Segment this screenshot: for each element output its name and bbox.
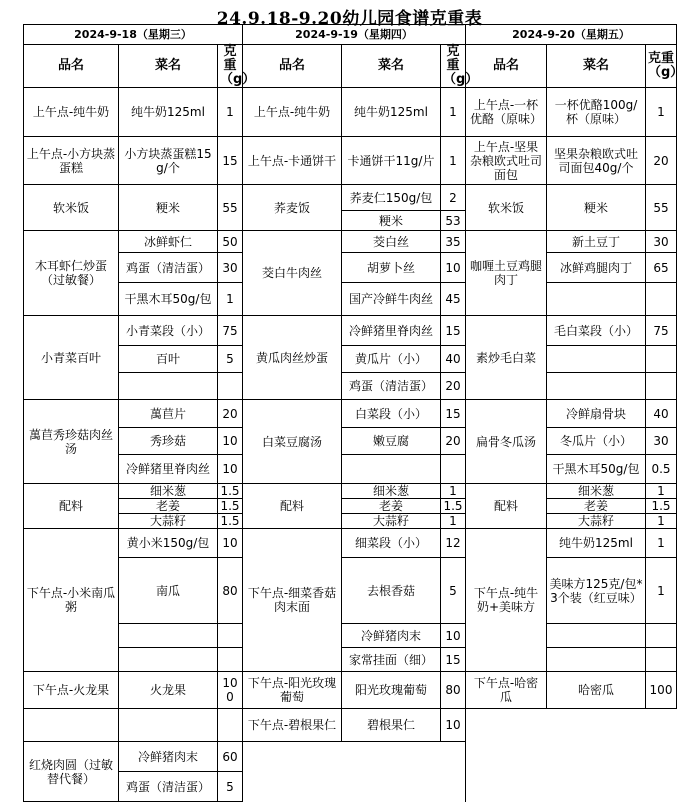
dish-weight: 60 xyxy=(218,742,243,772)
dish-weight: 1 xyxy=(646,88,677,137)
dish-item xyxy=(547,648,646,672)
dish-item: 茭白丝 xyxy=(342,231,441,253)
dish-item: 秀珍菇 xyxy=(119,428,218,455)
dish-item: 毛白菜段（小） xyxy=(547,316,646,346)
product-name: 软米饭 xyxy=(466,185,547,231)
dish-weight: 12 xyxy=(441,529,466,558)
dish-item: 纯牛奶125ml xyxy=(547,529,646,558)
dish-weight: 1.5 xyxy=(646,499,677,514)
dish-weight: 75 xyxy=(218,316,243,346)
dish-item: 干黑木耳50g/包 xyxy=(119,283,218,316)
product-name: 下午点-阳光玫瑰葡萄 xyxy=(243,672,342,709)
dish-item: 荞麦仁150g/包 xyxy=(342,185,441,211)
product-name: 配料 xyxy=(24,484,119,529)
col-header-dish: 菜名 xyxy=(119,45,218,88)
product-name: 配料 xyxy=(243,484,342,529)
dish-weight: 30 xyxy=(646,428,677,455)
dish-item xyxy=(119,373,218,400)
col-header-product: 品名 xyxy=(24,45,119,88)
dish-weight: 10 xyxy=(441,624,466,648)
dish-weight: 20 xyxy=(441,428,466,455)
col-header-weight: 克重（g） xyxy=(441,45,466,88)
dish-weight: 30 xyxy=(646,231,677,253)
dish-weight: 1 xyxy=(646,514,677,529)
dish-item xyxy=(119,648,218,672)
product-name: 上午点-纯牛奶 xyxy=(24,88,119,137)
dish-weight: 5 xyxy=(218,772,243,802)
dish-weight: 45 xyxy=(441,283,466,316)
dish-item xyxy=(547,283,646,316)
dish-item: 鸡蛋（清洁蛋） xyxy=(119,253,218,283)
dish-item: 老姜 xyxy=(119,499,218,514)
dish-item: 冰鲜虾仁 xyxy=(119,231,218,253)
product-name: 扁骨冬瓜汤 xyxy=(466,400,547,484)
dish-item: 大蒜籽 xyxy=(547,514,646,529)
dish-weight: 1 xyxy=(441,484,466,499)
dish-weight: 55 xyxy=(646,185,677,231)
dish-weight: 15 xyxy=(218,137,243,185)
dish-weight: 15 xyxy=(441,400,466,428)
dish-weight: 1 xyxy=(646,529,677,558)
dish-weight: 35 xyxy=(441,231,466,253)
dish-item: 粳米 xyxy=(547,185,646,231)
dish-item: 细菜段（小） xyxy=(342,529,441,558)
dish-item: 白菜段（小） xyxy=(342,400,441,428)
product-name: 下午点-纯牛奶+美味方 xyxy=(466,529,547,672)
col-header-product: 品名 xyxy=(466,45,547,88)
dish-weight: 20 xyxy=(646,137,677,185)
dish-item: 去根香菇 xyxy=(342,558,441,624)
col-header-weight: 克重（g） xyxy=(218,45,243,88)
product-name: 荞麦饭 xyxy=(243,185,342,231)
dish-weight: 5 xyxy=(441,558,466,624)
dish-item: 细米葱 xyxy=(119,484,218,499)
empty-area xyxy=(243,742,466,802)
product-name: 上午点-一杯优酪（原味） xyxy=(466,88,547,137)
dish-weight: 20 xyxy=(441,373,466,400)
product-name: 下午点-小米南瓜粥 xyxy=(24,529,119,672)
dish-weight xyxy=(646,346,677,373)
dish-item: 冷鲜猪里脊肉丝 xyxy=(342,316,441,346)
dish-weight xyxy=(646,648,677,672)
dish-weight: 0.5 xyxy=(646,455,677,484)
dish-weight: 15 xyxy=(441,316,466,346)
empty-area xyxy=(466,709,677,802)
product-name: 下午点-碧根果仁 xyxy=(243,709,342,742)
dish-item: 干黑木耳50g/包 xyxy=(547,455,646,484)
dish-item: 大蒜籽 xyxy=(342,514,441,529)
dish-weight: 10 xyxy=(218,428,243,455)
dish-item: 冷鲜猪肉末 xyxy=(119,742,218,772)
dish-weight: 53 xyxy=(441,211,466,231)
dish-item xyxy=(119,709,218,742)
dish-weight: 20 xyxy=(218,400,243,428)
dish-weight: 1.5 xyxy=(441,499,466,514)
dish-item: 国产冷鲜牛肉丝 xyxy=(342,283,441,316)
dish-weight xyxy=(646,283,677,316)
dish-weight: 2 xyxy=(441,185,466,211)
dish-item: 百叶 xyxy=(119,346,218,373)
dish-item xyxy=(342,455,441,484)
dish-item: 卡通饼干11g/片 xyxy=(342,137,441,185)
product-name: 素炒毛白菜 xyxy=(466,316,547,400)
product-name: 黄瓜肉丝炒蛋 xyxy=(243,316,342,400)
dish-weight: 1 xyxy=(218,88,243,137)
dish-item: 粳米 xyxy=(119,185,218,231)
dish-item: 老姜 xyxy=(547,499,646,514)
dish-item: 细米葱 xyxy=(547,484,646,499)
dish-item xyxy=(547,624,646,648)
dish-weight: 10 xyxy=(218,455,243,484)
dish-weight xyxy=(218,373,243,400)
dish-item: 小青菜段（小） xyxy=(119,316,218,346)
dish-item: 嫩豆腐 xyxy=(342,428,441,455)
dish-weight: 30 xyxy=(218,253,243,283)
dish-item: 细米葱 xyxy=(342,484,441,499)
dish-item xyxy=(547,346,646,373)
dish-item: 冷鲜扇骨块 xyxy=(547,400,646,428)
product-name: 木耳虾仁炒蛋（过敏餐） xyxy=(24,231,119,316)
dish-weight xyxy=(218,709,243,742)
product-name: 咖喱土豆鸡腿肉丁 xyxy=(466,231,547,316)
dish-item: 冷鲜猪里脊肉丝 xyxy=(119,455,218,484)
product-name: 下午点-哈密瓜 xyxy=(466,672,547,709)
dish-item: 新土豆丁 xyxy=(547,231,646,253)
dish-item: 黄小米150g/包 xyxy=(119,529,218,558)
col-header-dish: 菜名 xyxy=(342,45,441,88)
dish-item: 粳米 xyxy=(342,211,441,231)
dish-weight: 1.5 xyxy=(218,484,243,499)
dish-item: 冷鲜猪肉末 xyxy=(342,624,441,648)
dish-item: 碧根果仁 xyxy=(342,709,441,742)
dish-item xyxy=(119,624,218,648)
dish-item: 哈密瓜 xyxy=(547,672,646,709)
dish-weight: 1 xyxy=(646,484,677,499)
product-name: 上午点-坚果杂粮欧式吐司面包 xyxy=(466,137,547,185)
dish-weight xyxy=(646,624,677,648)
dish-weight: 1 xyxy=(441,137,466,185)
dish-item: 老姜 xyxy=(342,499,441,514)
dish-item: 萬苣片 xyxy=(119,400,218,428)
product-name: 茭白牛肉丝 xyxy=(243,231,342,316)
dish-item: 黄瓜片（小） xyxy=(342,346,441,373)
dish-item: 一杯优酪100g/杯（原味） xyxy=(547,88,646,137)
dish-weight: 10 xyxy=(441,709,466,742)
dish-weight: 65 xyxy=(646,253,677,283)
dish-weight: 5 xyxy=(218,346,243,373)
product-name: 下午点-火龙果 xyxy=(24,672,119,709)
dish-weight: 10 xyxy=(218,529,243,558)
dish-weight: 1 xyxy=(218,283,243,316)
dish-item: 胡萝卜丝 xyxy=(342,253,441,283)
product-name: 红烧肉圆（过敏替代餐） xyxy=(24,742,119,802)
dish-item: 纯牛奶125ml xyxy=(119,88,218,137)
dish-item: 美味方125克/包*3个装（红豆味） xyxy=(547,558,646,624)
dish-item: 大蒜籽 xyxy=(119,514,218,529)
product-name: 上午点-卡通饼干 xyxy=(243,137,342,185)
col-header-product: 品名 xyxy=(243,45,342,88)
dish-item: 家常挂面（细） xyxy=(342,648,441,672)
dish-weight xyxy=(218,624,243,648)
product-name: 下午点-细菜香菇肉末面 xyxy=(243,529,342,672)
dish-weight: 40 xyxy=(646,400,677,428)
dish-weight: 55 xyxy=(218,185,243,231)
product-name: 上午点-小方块蒸蛋糕 xyxy=(24,137,119,185)
dish-weight: 40 xyxy=(441,346,466,373)
product-name xyxy=(24,709,119,742)
dish-item: 鸡蛋（清洁蛋） xyxy=(342,373,441,400)
dish-weight: 1 xyxy=(441,88,466,137)
dish-weight: 1.5 xyxy=(218,514,243,529)
dish-weight: 10 xyxy=(441,253,466,283)
dish-weight xyxy=(441,455,466,484)
dish-weight: 100 xyxy=(646,672,677,709)
dish-item: 阳光玫瑰葡萄 xyxy=(342,672,441,709)
dish-weight: 75 xyxy=(646,316,677,346)
day-header-1: 2024-9-18（星期三） xyxy=(24,25,243,45)
dish-weight: 100 xyxy=(218,672,243,709)
dish-item: 火龙果 xyxy=(119,672,218,709)
product-name: 配料 xyxy=(466,484,547,529)
page-title: 24.9.18-9.20幼儿园食谱克重表 xyxy=(216,9,483,29)
dish-item: 冬瓜片（小） xyxy=(547,428,646,455)
dish-weight: 15 xyxy=(441,648,466,672)
product-name: 白菜豆腐汤 xyxy=(243,400,342,484)
dish-weight: 1 xyxy=(441,514,466,529)
dish-weight: 1.5 xyxy=(218,499,243,514)
dish-weight xyxy=(646,373,677,400)
day-header-3: 2024-9-20（星期五） xyxy=(466,25,677,45)
dish-weight: 50 xyxy=(218,231,243,253)
dish-item: 鸡蛋（清洁蛋） xyxy=(119,772,218,802)
dish-item: 冰鲜鸡腿肉丁 xyxy=(547,253,646,283)
recipe-weight-table xyxy=(23,24,684,802)
dish-weight: 80 xyxy=(441,672,466,709)
dish-item: 纯牛奶125ml xyxy=(342,88,441,137)
product-name: 小青菜百叶 xyxy=(24,316,119,400)
dish-weight xyxy=(218,648,243,672)
day-header-2: 2024-9-19（星期四） xyxy=(243,25,466,45)
product-name: 萬苣秀珍菇肉丝汤 xyxy=(24,400,119,484)
col-header-weight: 克重（g） xyxy=(646,45,677,88)
dish-item: 南瓜 xyxy=(119,558,218,624)
product-name: 上午点-纯牛奶 xyxy=(243,88,342,137)
col-header-dish: 菜名 xyxy=(547,45,646,88)
dish-item: 坚果杂粮欧式吐司面包40g/个 xyxy=(547,137,646,185)
dish-weight: 1 xyxy=(646,558,677,624)
dish-weight: 80 xyxy=(218,558,243,624)
dish-item xyxy=(547,373,646,400)
product-name: 软米饭 xyxy=(24,185,119,231)
dish-item: 小方块蒸蛋糕15g/个 xyxy=(119,137,218,185)
